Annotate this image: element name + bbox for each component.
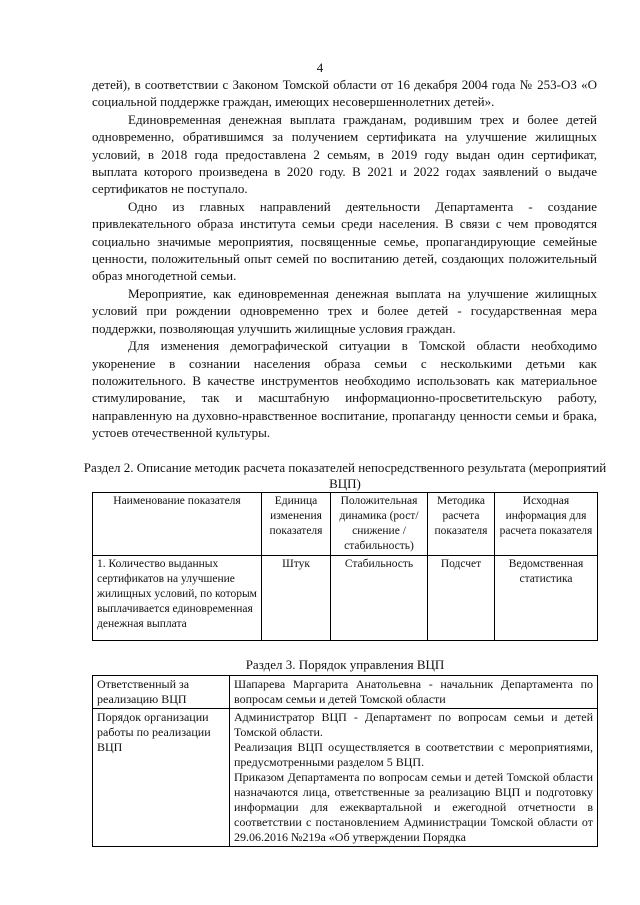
- body-text: [92, 76, 597, 442]
- table-cell-value: [230, 709, 598, 847]
- table-cell: 1. Количество выданных сертификатов на улучшение жилищных условий, по которым выплачивается единовременная денежная выплата: [93, 556, 262, 641]
- table-cell-value: Шапарева Маргарита Анатольевна - начальник Департамента по вопросам семьи и детей Томской области: [230, 676, 598, 709]
- table-header-cell: Исходная информация для расчета показателя: [495, 493, 598, 556]
- paragraph: детей), в соответствии с Законом Томской области от 16 декабря 2004 года № 253-ОЗ «О социальной поддержке граждан, имеющих несовершеннолетних детей».: [92, 77, 597, 110]
- paragraph: Для изменения демографической ситуации в Томской области необходимо укоренение в сознании населения образа семьи с несколькими детьми как положительного. В качестве инструментов необходимо использовать как материальное стимулирование, так и масштабную информационно-просветительскую работу, направленную на духовно-нравственное воспитание, пропаганду ценности семьи и брака, устоев отечественной культуры.: [92, 338, 597, 441]
- indicators-table: [92, 492, 598, 641]
- table-cell-label: Порядок организации работы по реализации ВЦП: [93, 709, 230, 847]
- value-line: Приказом Департамента по вопросам семьи и детей Томской области назначаются лица, ответственные за реализацию ВЦП и подготовку информации для ежеквартальной и ежегодной отчетности в соответствии с постановлением Администрации Томской области от 29.06.2016 №219а «Об утверждении Порядка: [234, 770, 593, 844]
- value-line: Реализация ВЦП осуществляется в соответствии с мероприятиями, предусмотренными разделом 5 ВЦП.: [234, 740, 593, 769]
- value-line: Администратор ВЦП - Департамент по вопросам семьи и детей Томской области.: [234, 710, 593, 739]
- table-row: [93, 709, 598, 847]
- management-table: [92, 675, 598, 847]
- section-3-title: Раздел 3. Порядок управления ВЦП: [245, 657, 445, 672]
- table-cell: Подсчет: [428, 556, 495, 641]
- table-header-cell: Единица изменения показателя: [262, 493, 331, 556]
- table-header-cell: Наименование показателя: [93, 493, 262, 556]
- table-cell: Стабильность: [331, 556, 428, 641]
- table-header-cell: Положительная динамика (рост/снижение /стабильность): [331, 493, 428, 556]
- table-cell: Штук: [262, 556, 331, 641]
- paragraph: Мероприятие, как единовременная денежная выплата на улучшение жилищных условий при рождении одновременно трех и более детей - государственная мера поддержки, позволяющая улучшить жилищные условия граждан.: [92, 285, 597, 336]
- paragraph: Единовременная денежная выплата гражданам, родившим трех и более детей одновременно, обратившимся за получением сертификата на улучшение жилищных условий, в 2018 года предоставлена 2 семьям, в 2019 году выдан один сертификат, выплата которого произведена в 2020 году. В 2021 и 2022 годах заявлений о выдаче сертификатов не поступало.: [92, 111, 597, 197]
- table-header-row: [93, 493, 598, 556]
- section-2-title: Раздел 2. Описание методик расчета показателей непосредственного результата (мероприятий ВЦП): [83, 460, 607, 491]
- table-cell: Ведомственная статистика: [495, 556, 598, 641]
- table-cell-label: Ответственный за реализацию ВЦП: [93, 676, 230, 709]
- table-row: [93, 676, 598, 709]
- table-header-cell: Методика расчета показателя: [428, 493, 495, 556]
- table-row: [93, 556, 598, 641]
- page-number: 4: [316, 60, 324, 75]
- paragraph: Одно из главных направлений деятельности Департамента - создание привлекательного образа института семьи среди населения. В связи с чем проводятся социально значимые мероприятия, посвященные семье, пропагандирующие семейные ценности, положительный опыт семей по воспитанию детей, создающих положительный образ многодетной семьи.: [92, 198, 597, 284]
